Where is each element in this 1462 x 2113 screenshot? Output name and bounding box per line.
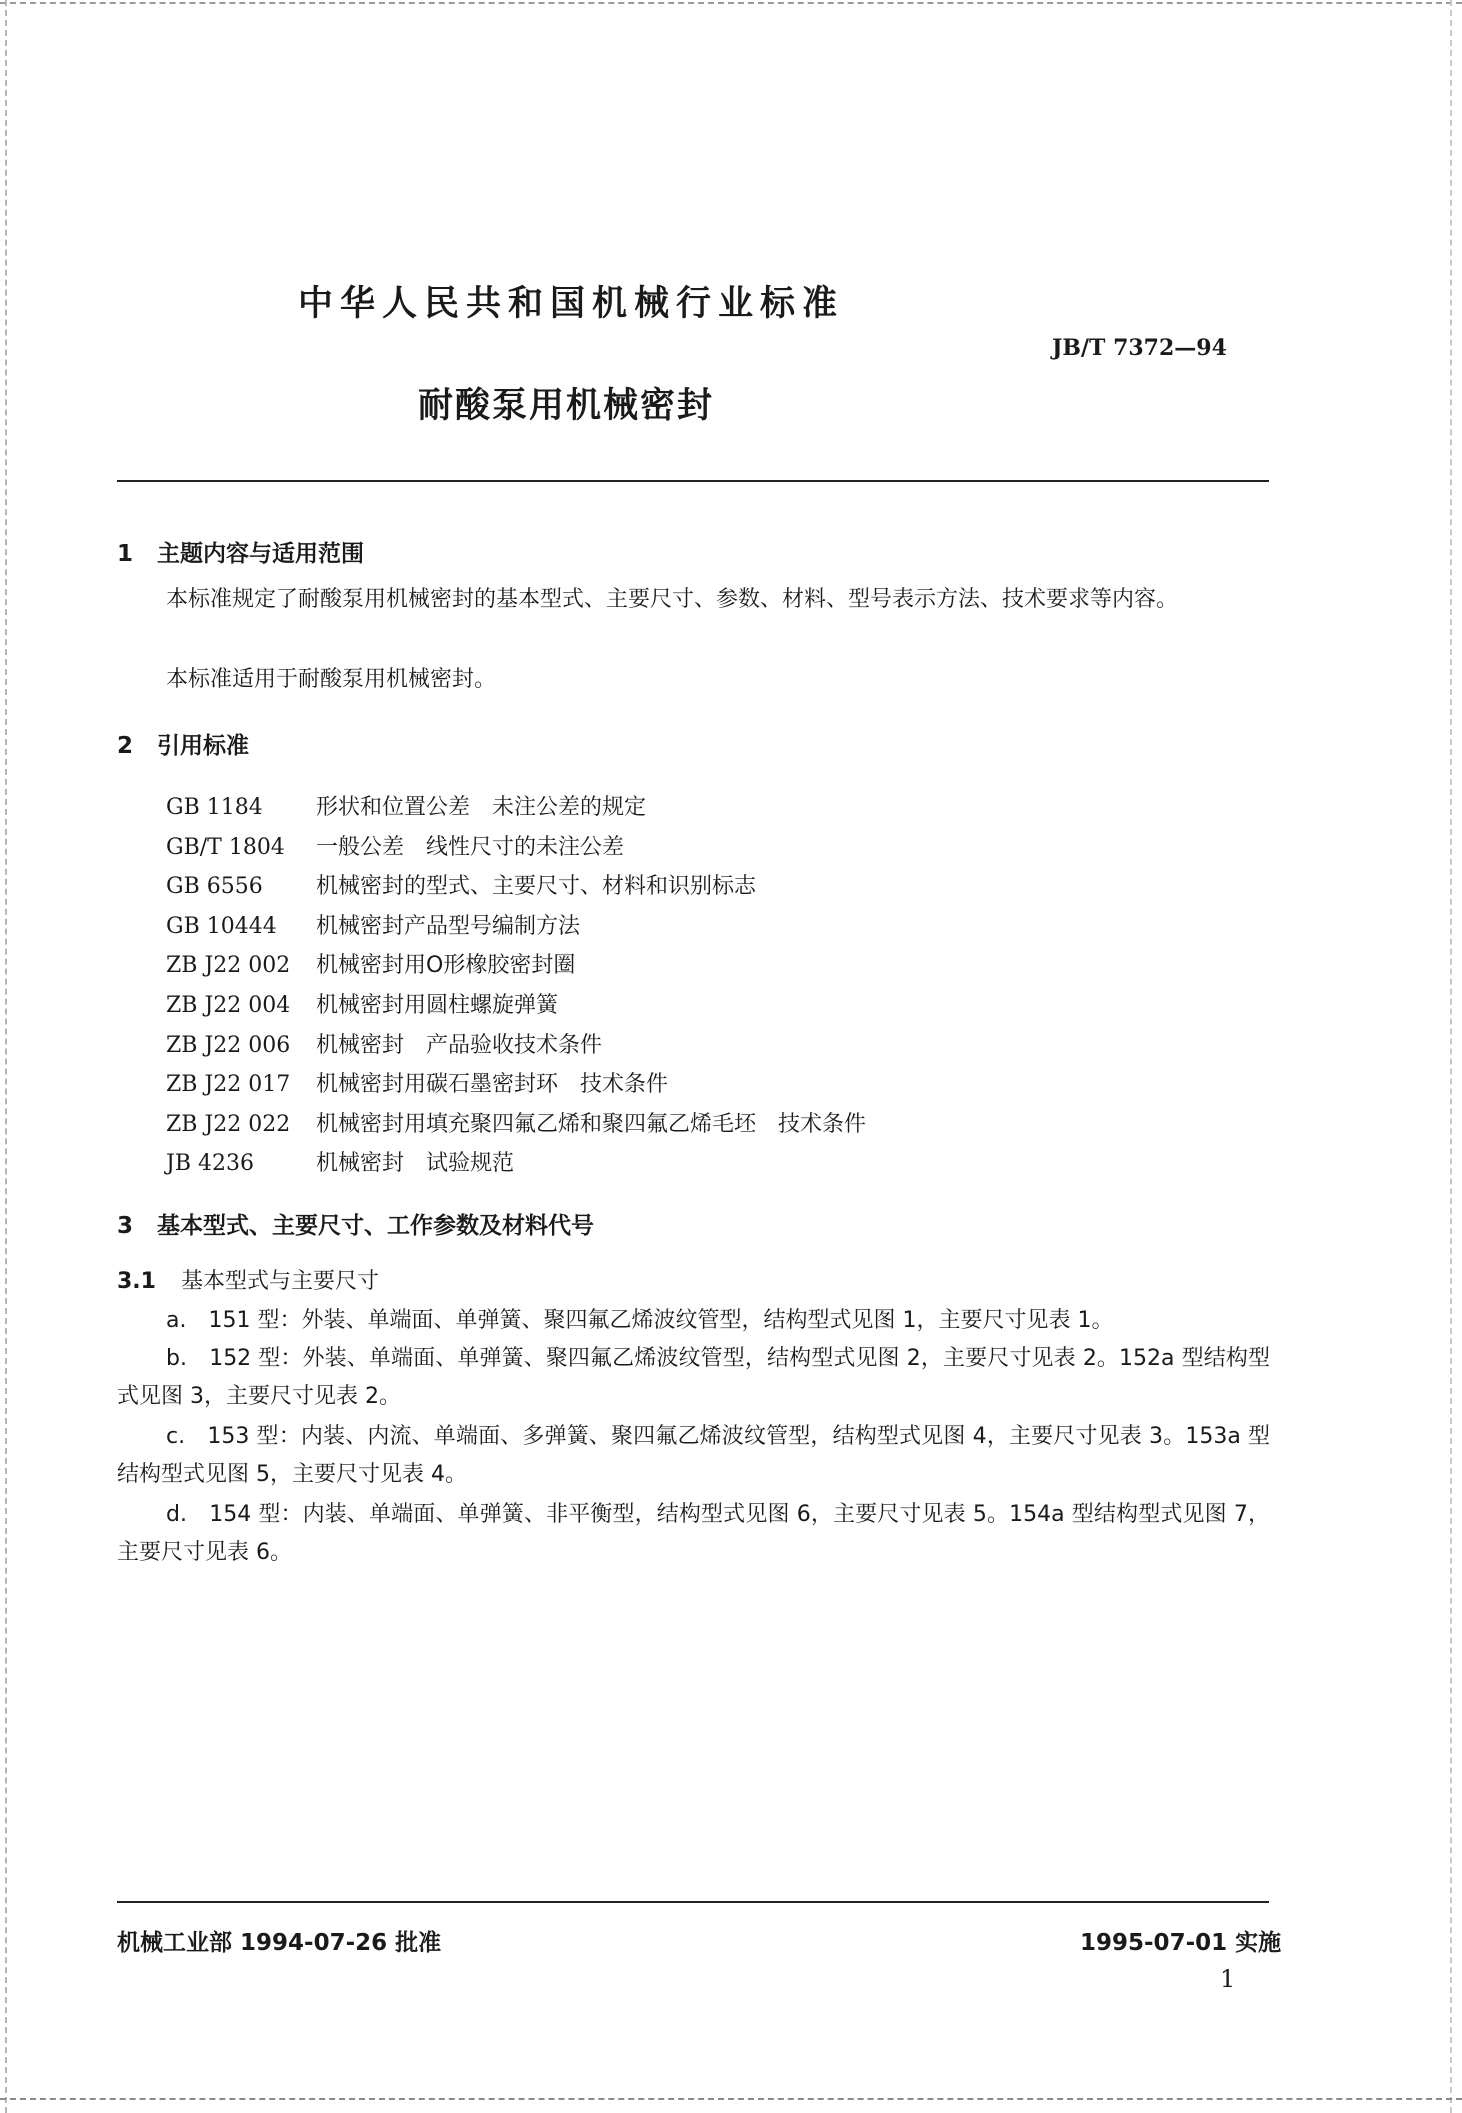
reference-item — [166, 1105, 866, 1145]
implementation-date: 1995-07-01 实施 — [1080, 1930, 1282, 1956]
reference-title: 机械密封用碳石墨密封环 技术条件 — [316, 1072, 669, 1098]
reference-title: 机械密封的型式、主要尺寸、材料和识别标志 — [316, 874, 757, 900]
reference-item — [166, 867, 866, 907]
reference-title: 机械密封 试验规范 — [316, 1151, 515, 1177]
reference-title: 机械密封产品型号编制方法 — [316, 913, 581, 939]
reference-title: 机械密封 产品验收技术条件 — [316, 1032, 603, 1058]
scan-edge-bottom — [0, 2098, 1462, 2100]
approval-note: 机械工业部 1994-07-26 批准 — [117, 1930, 442, 1956]
clause-item-b: b. 152 型：外装、单端面、单弹簧、聚四氟乙烯波纹管型，结构型式见图 2，主要尺寸见表 2。152a 型结构型式见图 3，主要尺寸见表 2。 — [117, 1346, 1270, 1409]
reference-title: 机械密封用O形橡胶密封圈 — [316, 953, 576, 979]
reference-code: JB 4236 — [166, 1151, 254, 1177]
clause-item-d: d. 154 型：内装、单端面、单弹簧、非平衡型，结构型式见图 6，主要尺寸见表 5。154a 型结构型式见图 7，主要尺寸见表 6。 — [117, 1502, 1270, 1565]
reference-code: GB 6556 — [166, 874, 263, 900]
clause-item-a: a. 151 型：外装、单端面、单弹簧、聚四氟乙烯波纹管型，结构型式见图 1，主要尺寸见表 1。 — [166, 1308, 1114, 1333]
section-title: 引用标准 — [157, 733, 249, 759]
reference-code: GB 1184 — [166, 795, 263, 820]
section-1-heading — [117, 535, 364, 568]
reference-title: 机械密封用圆柱螺旋弹簧 — [316, 992, 559, 1018]
section-2-heading — [117, 727, 249, 760]
header-divider — [117, 480, 1269, 482]
reference-item — [166, 986, 866, 1026]
reference-code: ZB J22 022 — [166, 1111, 291, 1137]
section-1-paragraph-2: 本标准适用于耐酸泵用机械密封。 — [166, 667, 497, 692]
section-1-paragraph-1: 本标准规定了耐酸泵用机械密封的基本型式、主要尺寸、参数、材料、型号表示方法、技术要求等内容。 — [166, 587, 1179, 612]
reference-item — [166, 828, 866, 868]
reference-code: GB/T 1804 — [166, 834, 285, 860]
reference-code: ZB J22 004 — [166, 992, 291, 1018]
reference-item — [166, 946, 866, 986]
document-title: 耐酸泵用机械密封 — [418, 386, 715, 426]
scan-edge-top — [0, 2, 1462, 4]
subsection-title: 基本型式与主要尺寸 — [181, 1269, 380, 1294]
reference-code: ZB J22 006 — [166, 1032, 291, 1058]
section-title: 基本型式、主要尺寸、工作参数及材料代号 — [157, 1213, 594, 1239]
reference-item — [166, 1144, 866, 1184]
reference-title: 一般公差 线性尺寸的未注公差 — [316, 834, 625, 860]
scan-edge-right — [1450, 0, 1452, 2113]
scan-edge-left — [5, 0, 7, 2113]
reference-code: ZB J22 017 — [166, 1072, 291, 1098]
standard-code: JB/T 7372—94 — [1052, 335, 1227, 361]
reference-item — [166, 788, 866, 828]
reference-item — [166, 907, 866, 947]
footer-divider — [117, 1901, 1269, 1903]
subsection-3-1-heading — [117, 1264, 379, 1295]
subsection-number: 3.1 — [117, 1269, 156, 1294]
reference-item — [166, 1065, 866, 1105]
section-3-heading — [117, 1207, 594, 1240]
reference-code: GB 10444 — [166, 913, 277, 939]
reference-code: ZB J22 002 — [166, 953, 291, 979]
reference-list — [166, 788, 866, 1184]
page-number: 1 — [1220, 1965, 1236, 1993]
section-title: 主题内容与适用范围 — [157, 541, 364, 567]
section-number: 1 — [117, 541, 134, 567]
reference-title: 形状和位置公差 未注公差的规定 — [316, 795, 647, 820]
reference-item — [166, 1026, 866, 1066]
standard-organization: 中华人民共和国机械行业标准 — [298, 284, 845, 324]
section-number: 3 — [117, 1213, 134, 1239]
reference-title: 机械密封用填充聚四氟乙烯和聚四氟乙烯毛坯 技术条件 — [316, 1111, 867, 1137]
clause-item-c: c. 153 型：内装、内流、单端面、多弹簧、聚四氟乙烯波纹管型，结构型式见图 4，主要尺寸见表 3。153a 型结构型式见图 5，主要尺寸见表 4。 — [117, 1424, 1270, 1487]
section-number: 2 — [117, 733, 134, 759]
